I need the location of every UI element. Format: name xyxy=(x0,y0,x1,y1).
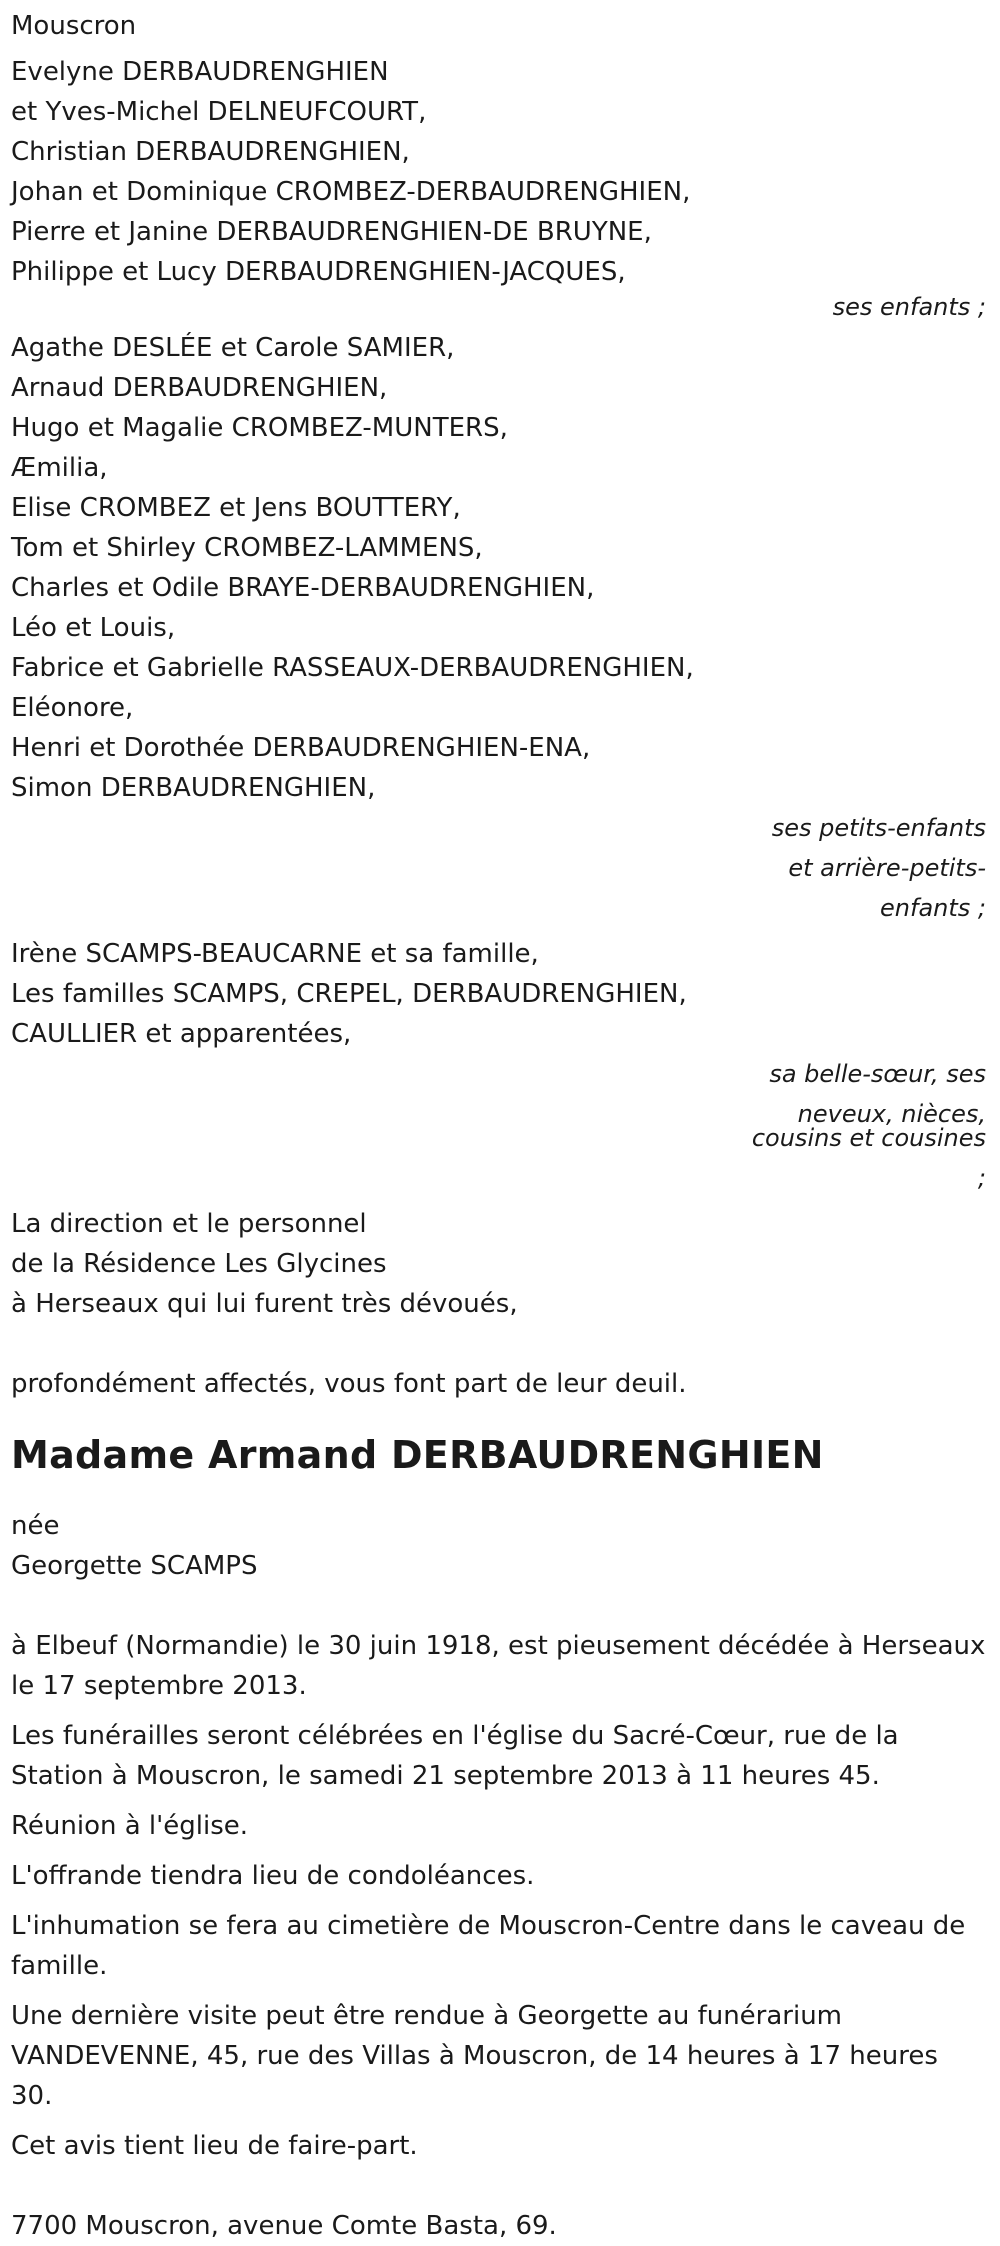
children-section xyxy=(11,52,986,322)
grandchild-name: Fabrice et Gabrielle RASSEAUX-DERBAUDRENGHIEN, xyxy=(11,653,694,683)
address-line: 7700 Mouscron, avenue Comte Basta, 69. xyxy=(11,2211,557,2241)
child-name: Christian DERBAUDRENGHIEN, xyxy=(11,137,410,167)
funeral-paragraph: Les funérailles seront célébrées en l'église du Sacré-Cœur, rue de la Station à Mouscron, le samedi 21 septembre 2013 à 11 heures 45. xyxy=(11,1721,899,1791)
grandchildren-role-line: et arrière-petits- xyxy=(788,854,986,882)
grandchild-name: Charles et Odile BRAYE-DERBAUDRENGHIEN, xyxy=(11,573,595,603)
obituary-document xyxy=(11,6,986,2246)
grandchild-name: Hugo et Magalie CROMBEZ-MUNTERS, xyxy=(11,413,508,443)
grandchild-name: Æmilia, xyxy=(11,453,108,483)
inlaws-role xyxy=(716,1054,986,1198)
inlaw-name: Irène SCAMPS-BEAUCARNE et sa famille, xyxy=(11,939,539,969)
residence-section xyxy=(11,1204,986,1324)
grandchild-name: Simon DERBAUDRENGHIEN, xyxy=(11,773,376,803)
city-heading: Mouscron xyxy=(11,11,137,41)
grandchild-name: Tom et Shirley CROMBEZ-LAMMENS, xyxy=(11,533,483,563)
child-name: Pierre et Janine DERBAUDRENGHIEN-DE BRUYNE, xyxy=(11,217,652,247)
notice-paragraph: Cet avis tient lieu de faire-part. xyxy=(11,2131,418,2161)
grandchildren-role-line: enfants ; xyxy=(880,894,986,922)
inlaw-name: Les familles SCAMPS, CREPEL, DERBAUDRENGHIEN, xyxy=(11,979,687,1009)
child-name: Philippe et Lucy DERBAUDRENGHIEN-JACQUES, xyxy=(11,257,626,287)
maiden-name: Georgette SCAMPS xyxy=(11,1551,258,1581)
residence-line: de la Résidence Les Glycines xyxy=(11,1249,387,1279)
grandchild-name: Henri et Dorothée DERBAUDRENGHIEN-ENA, xyxy=(11,733,591,763)
inlaws-role-line: cousins et cousines xyxy=(751,1124,986,1152)
grandchildren-section xyxy=(11,328,986,928)
deceased-name: Madame Armand DERBAUDRENGHIEN xyxy=(11,1433,824,1477)
grandchildren-role xyxy=(756,808,986,928)
child-name: et Yves-Michel DELNEUFCOURT, xyxy=(11,97,427,127)
offering-paragraph: L'offrande tiendra lieu de condoléances. xyxy=(11,1861,535,1891)
grandchild-name: Agathe DESLÉE et Carole SAMIER, xyxy=(11,333,455,363)
grandchild-name: Eléonore, xyxy=(11,693,134,723)
inlaws-role-line: ; xyxy=(977,1164,986,1192)
inlaws-role-line: neveux, nièces, xyxy=(797,1100,986,1128)
children-role: ses enfants ; xyxy=(832,293,986,321)
grandchild-name: Elise CROMBEZ et Jens BOUTTERY, xyxy=(11,493,461,523)
announcement-text: profondément affectés, vous font part de leur deuil. xyxy=(11,1369,687,1399)
residence-line: à Herseaux qui lui furent très dévoués, xyxy=(11,1289,518,1319)
grandchild-name: Léo et Louis, xyxy=(11,613,176,643)
child-name: Johan et Dominique CROMBEZ-DERBAUDRENGHIEN, xyxy=(11,177,691,207)
nee-label: née xyxy=(11,1511,60,1541)
residence-line: La direction et le personnel xyxy=(11,1209,367,1239)
child-name: Evelyne DERBAUDRENGHIEN xyxy=(11,57,389,87)
grandchild-name: Arnaud DERBAUDRENGHIEN, xyxy=(11,373,388,403)
burial-paragraph: L'inhumation se fera au cimetière de Mouscron-Centre dans le caveau de famille. xyxy=(11,1911,966,1981)
birth-death-paragraph: à Elbeuf (Normandie) le 30 juin 1918, est pieusement décédée à Herseaux le 17 septembre 2013. xyxy=(11,1631,986,1701)
grandchildren-role-line: ses petits-enfants xyxy=(771,814,986,842)
inlaws-role-line: sa belle-sœur, ses xyxy=(769,1060,986,1088)
visit-paragraph: Une dernière visite peut être rendue à Georgette au funérarium VANDEVENNE, 45, rue des Villas à Mouscron, de 14 heures à 17 heures 30. xyxy=(11,2001,938,2111)
inlaws-section xyxy=(11,934,986,1198)
inlaw-name: CAULLIER et apparentées, xyxy=(11,1019,352,1049)
meeting-paragraph: Réunion à l'église. xyxy=(11,1811,249,1841)
